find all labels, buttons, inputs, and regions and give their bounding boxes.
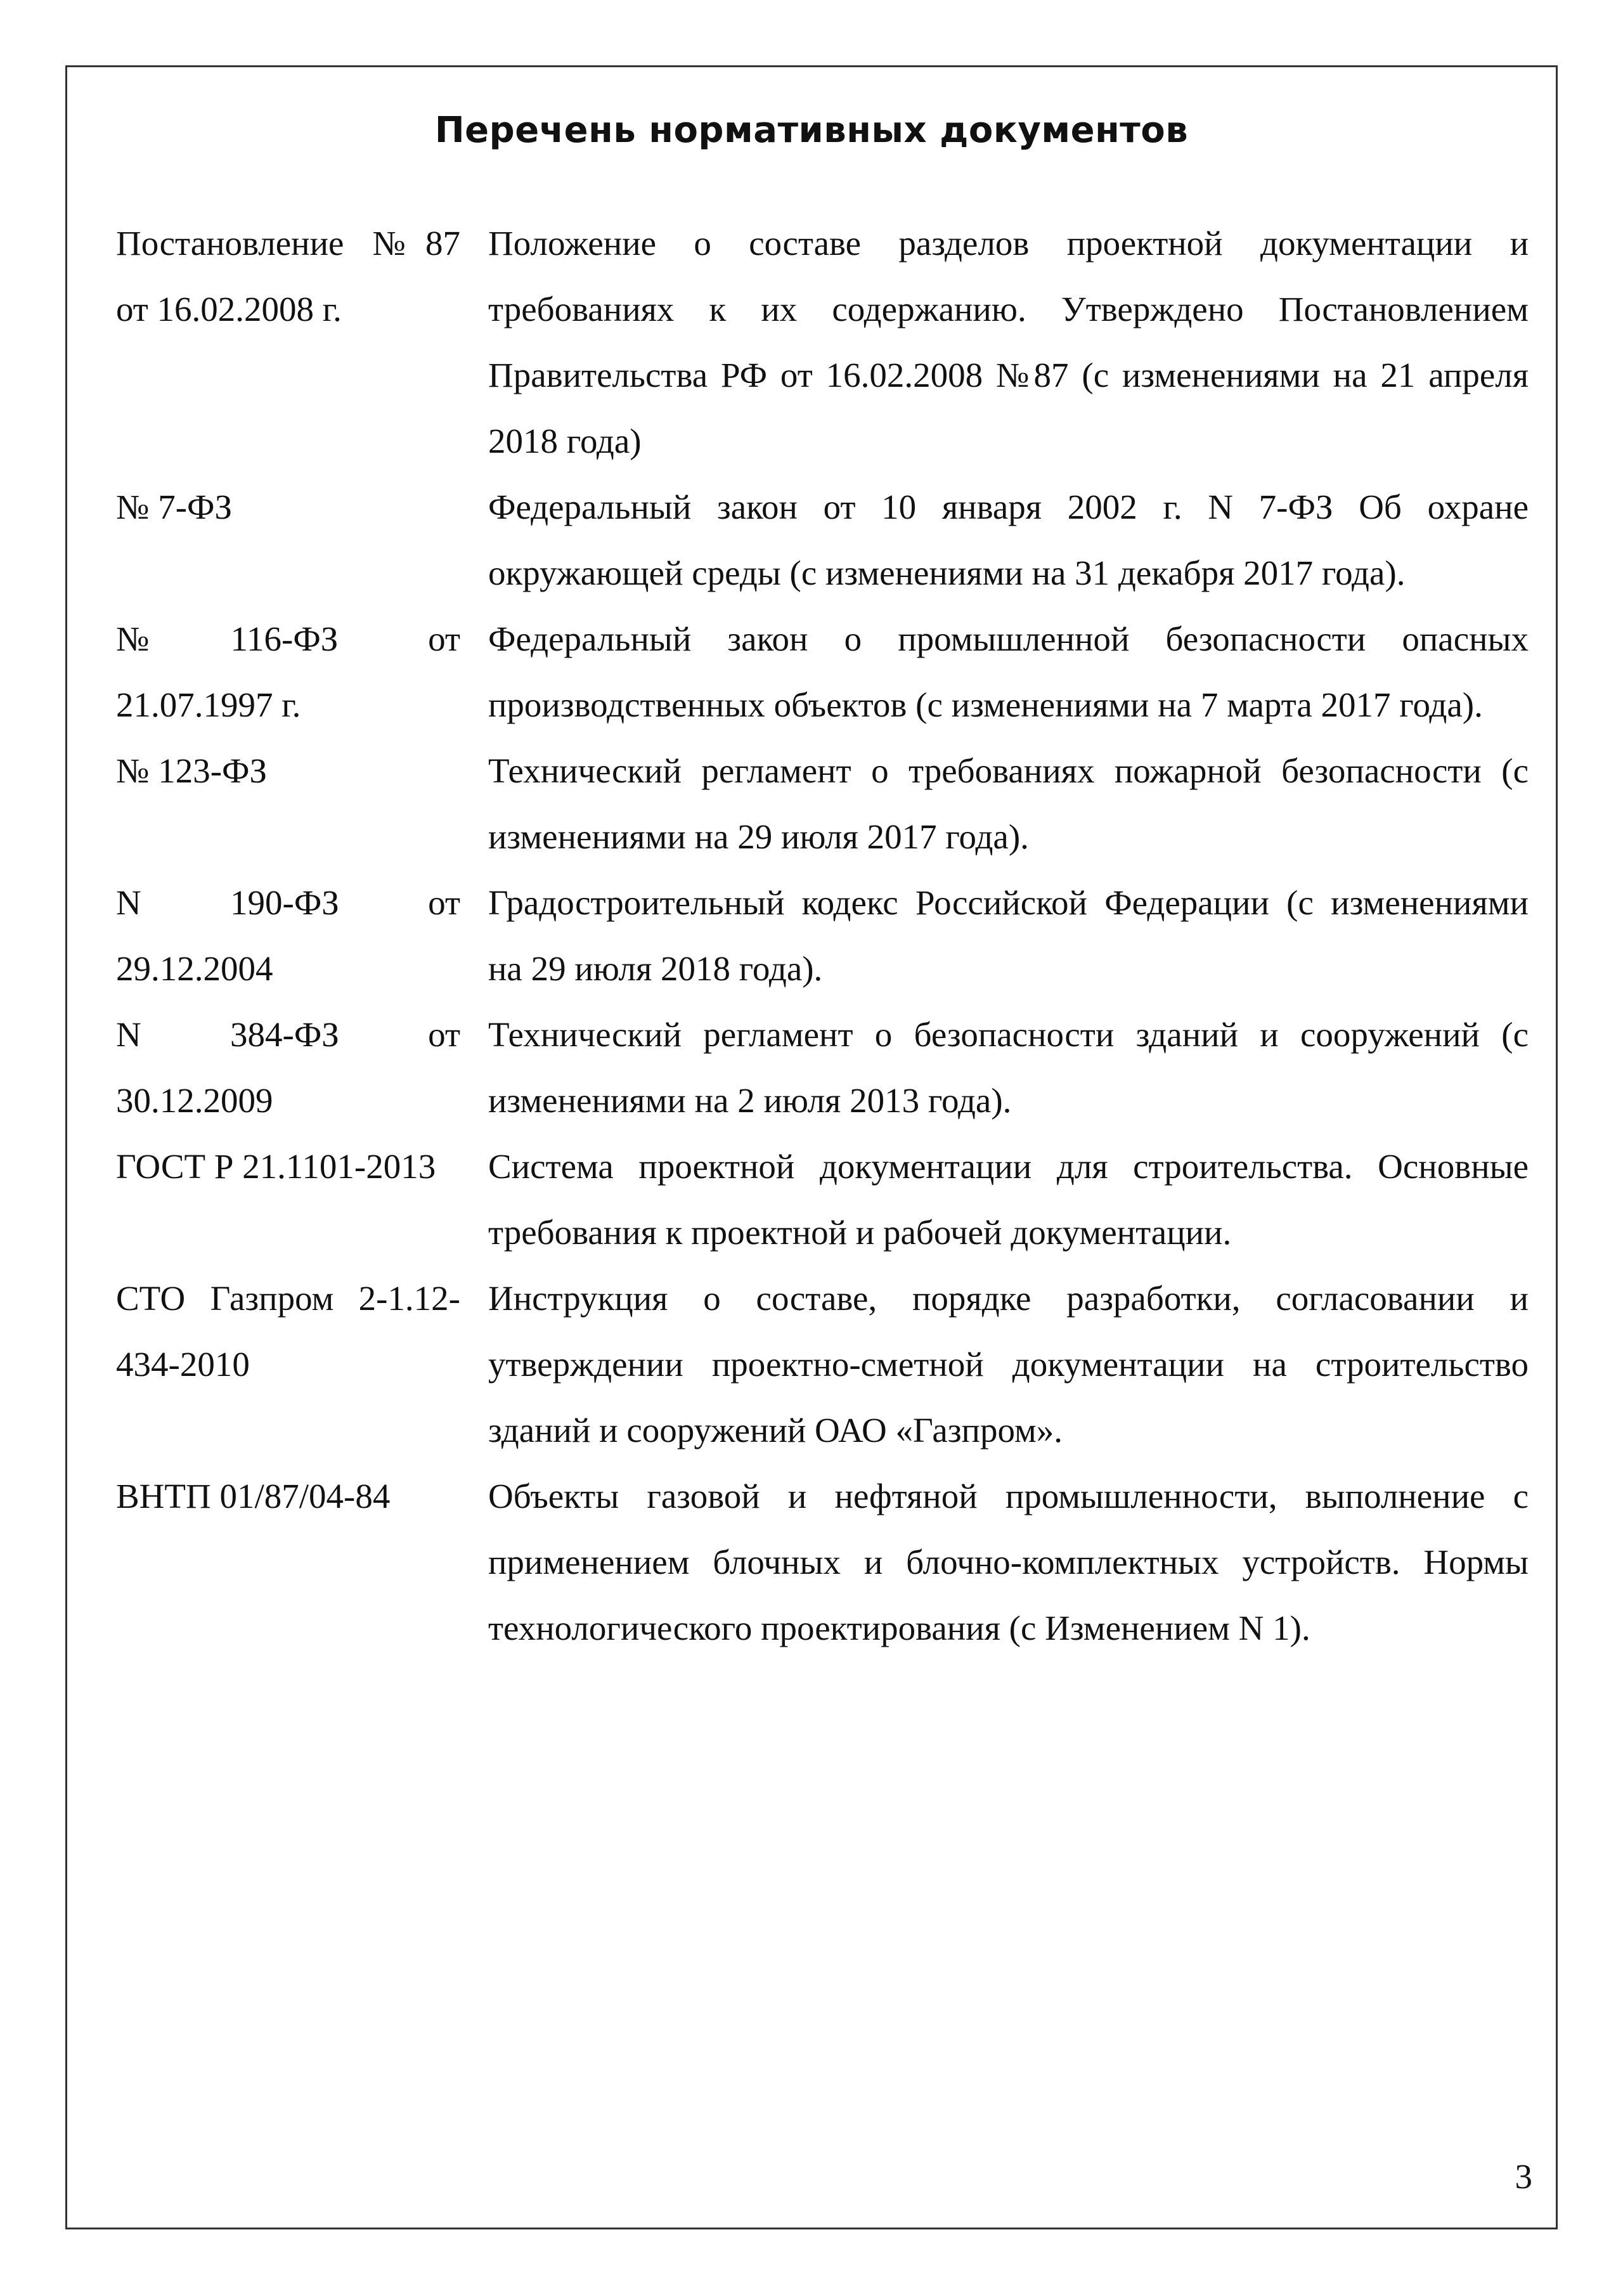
normative-documents-list <box>116 211 1529 1661</box>
document-entry <box>116 1002 1529 1134</box>
page-title: Перечень нормативных документов <box>434 109 1189 151</box>
document-reference: ГОСТ Р 21.1101-2013 <box>116 1147 436 1186</box>
document-reference: N 384-ФЗ от 30.12.2009 <box>116 1015 460 1120</box>
document-reference: N 190-ФЗ от 29.12.2004 <box>116 883 460 988</box>
document-description: Федеральный закон от 10 января 2002 г. N 7-ФЗ Об охране окружающей среды (с изменениями на 31 декабря 2017 года). <box>488 488 1529 592</box>
document-description: Технический регламент о безопасности зданий и сооружений (с изменениями на 2 июля 2013 года). <box>488 1015 1529 1120</box>
document-description: Система проектной документации для строительства. Основные требования к проектной и рабочей документации. <box>488 1147 1529 1252</box>
document-entry <box>116 1134 1529 1266</box>
document-description: Объекты газовой и нефтяной промышленности, выполнение с применением блочных и блочно-комплектных устройств. Нормы технологического проектирования (с Изменением N 1). <box>488 1477 1529 1647</box>
document-reference: № 123-ФЗ <box>116 751 268 790</box>
document-description: Федеральный закон о промышленной безопасности опасных производственных объектов (с изменениями на 7 марта 2017 года). <box>488 619 1529 724</box>
document-entry <box>116 738 1529 870</box>
document-entry <box>116 474 1529 606</box>
document-description: Инструкция о составе, порядке разработки, согласовании и утверждении проектно-сметной документации на строительство зданий и сооружений ОАО «Газпром». <box>488 1279 1529 1450</box>
document-entry <box>116 606 1529 738</box>
document-reference: СТО Газпром 2-1.12-434-2010 <box>116 1279 460 1384</box>
document-entry <box>116 870 1529 1002</box>
document-reference: Постановление №87 от 16.02.2008 г. <box>116 224 460 328</box>
page-number: 3 <box>1515 2157 1532 2196</box>
document-entry <box>116 1463 1529 1661</box>
document-description: Положение о составе разделов проектной документации и требованиях к их содержанию. Утверждено Постановлением Правительства РФ от 16.02.2008 №87 (с изменениями на 21 апреля 2018 года) <box>488 224 1529 460</box>
document-entry <box>116 211 1529 474</box>
document-reference: №116-ФЗ от 21.07.1997 г. <box>116 619 460 724</box>
document-reference: ВНТП 01/87/04-84 <box>116 1477 391 1515</box>
document-entry <box>116 1266 1529 1463</box>
document-reference: № 7-ФЗ <box>116 488 233 526</box>
document-description: Градостроительный кодекс Российской Федерации (с изменениями на 29 июля 2018 года). <box>488 883 1529 988</box>
document-description: Технический регламент о требованиях пожарной безопасности (с изменениями на 29 июля 2017 года). <box>488 751 1529 856</box>
